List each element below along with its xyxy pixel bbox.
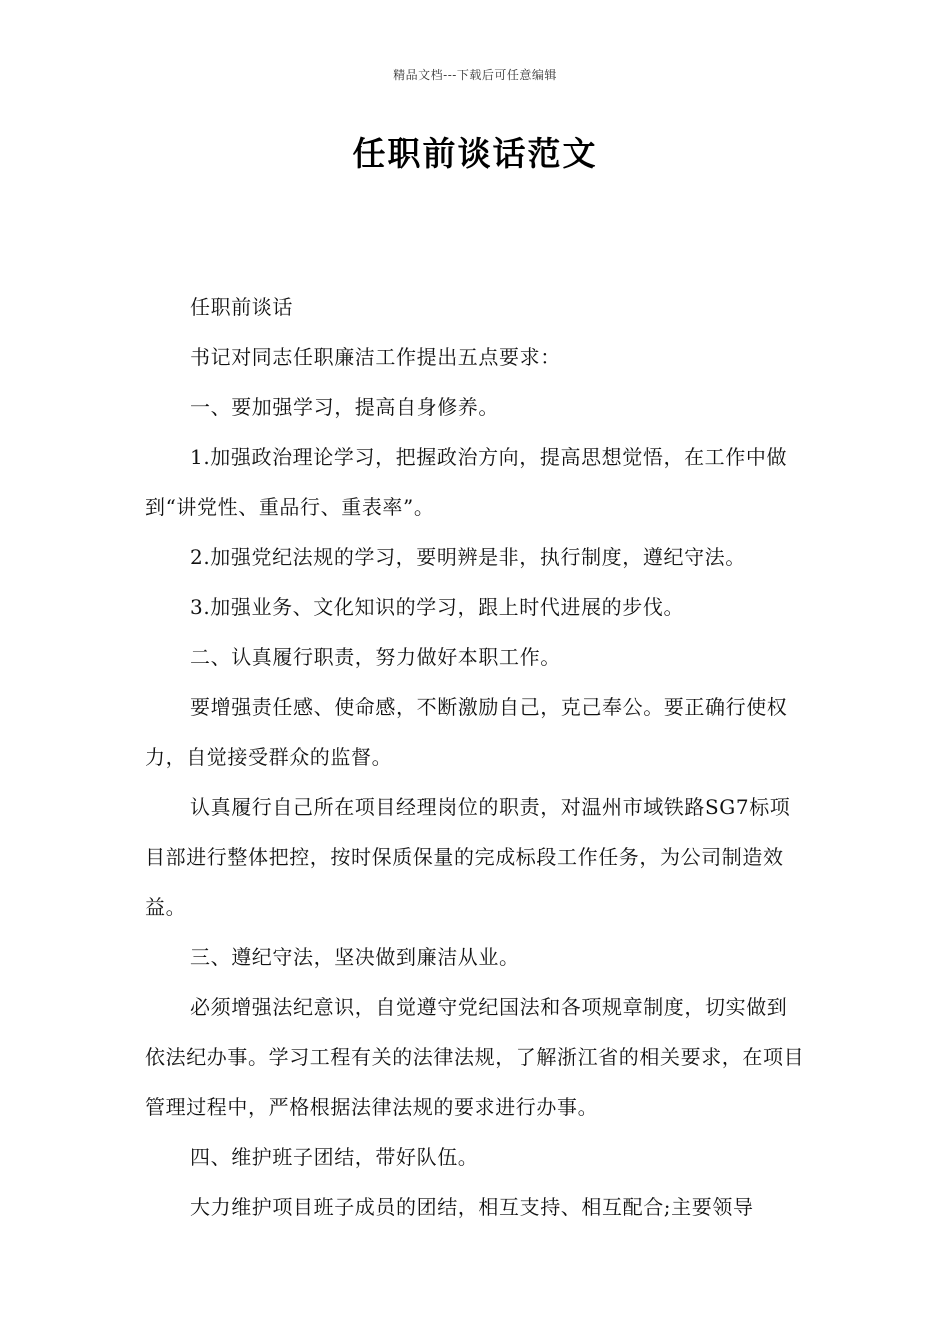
paragraph: 3.加强业务、文化知识的学习，跟上时代进展的步伐。 (190, 595, 685, 619)
paragraph: 2.加强党纪法规的学习，要明辨是非，执行制度，遵纪守法。 (190, 545, 746, 569)
section-heading: 一、要加强学习，提高自身修养。 (190, 395, 499, 419)
section-heading: 三、遵纪守法，坚决做到廉洁从业。 (190, 945, 520, 969)
document-title: 任职前谈话范文 (352, 134, 598, 173)
document-body (145, 282, 807, 1232)
paragraph: 认真履行自己所在项目经理岗位的职责，对温州市域铁路SG7标项目部进行整体把控，按时保质保量的完成标段工作任务，为公司制造效益。 (145, 795, 791, 919)
header-note: 精品文档---下载后可任意编辑 (393, 68, 557, 82)
paragraph: 书记对同志任职廉洁工作提出五点要求： (190, 345, 561, 369)
section-heading: 四、维护班子团结，带好队伍。 (190, 1145, 479, 1169)
paragraph: 要增强责任感、使命感，不断激励自己，克己奉公。要正确行使权力，自觉接受群众的监督。 (145, 695, 788, 769)
paragraph: 必须增强法纪意识，自觉遵守党纪国法和各项规章制度，切实做到依法纪办事。学习工程有关的法律法规，了解浙江省的相关要求，在项目管理过程中，严格根据法律法规的要求进行办事。 (145, 995, 805, 1119)
paragraph: 大力维护项目班子成员的团结，相互支持、相互配合;主要领导 (190, 1195, 754, 1219)
paragraph: 1.加强政治理论学习，把握政治方向，提高思想觉悟，在工作中做到“讲党性、重品行、重表率”。 (145, 445, 788, 519)
section-heading: 二、认真履行职责，努力做好本职工作。 (190, 645, 561, 669)
paragraph: 任职前谈话 (190, 295, 293, 319)
